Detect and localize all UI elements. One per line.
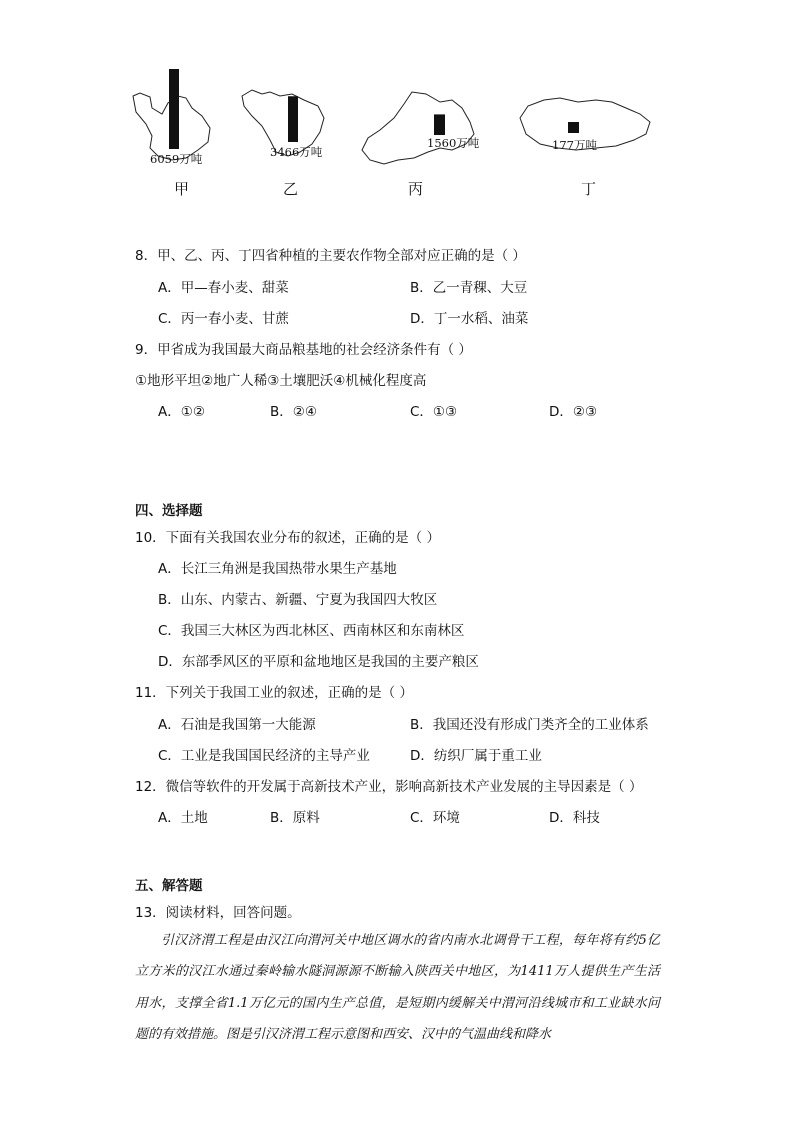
output-bar-0 [169,69,179,149]
map-label-ding: 丁 [581,180,597,198]
question-10-option-a[interactable]: A．长江三角洲是我国热带水果生产基地 [158,561,397,577]
value-label-jia: 6059万吨 [150,152,203,166]
map-label-yi: 乙 [283,180,299,198]
value-label-ding: 177万吨 [552,138,597,152]
question-9-items: ①地形平坦②地广人稀③土壤肥沃④机械化程度高 [135,373,427,389]
question-8-option-a[interactable]: A．甲—春小麦、甜菜 [158,280,289,296]
question-12-option-d[interactable]: D．科技 [549,810,600,826]
province-maps-svg [0,0,794,210]
value-label-bing: 1560万吨 [427,136,480,150]
question-12-option-b[interactable]: B．原料 [270,810,320,826]
section-heading-5: 五、解答题 [135,878,203,894]
question-12-option-a[interactable]: A．土地 [158,810,208,826]
question-9-option-c[interactable]: C．①③ [410,404,458,420]
province-outline-bing [362,92,474,164]
output-bar-3 [568,122,579,133]
question-10-stem: 10．下面有关我国农业分布的叙述，正确的是（ ） [135,530,440,546]
question-12-stem: 12．微信等软件的开发属于高新技术产业，影响高新技术产业发展的主导因素是（ ） [135,779,643,795]
question-9-option-d[interactable]: D．②③ [549,404,598,420]
question-10-option-c[interactable]: C．我国三大林区为西北林区、西南林区和东南林区 [158,623,465,639]
output-bar-1 [288,96,298,142]
question-10-option-b[interactable]: B．山东、内蒙古、新疆、宁夏为我国四大牧区 [158,592,438,608]
map-label-bing: 丙 [408,180,424,198]
map-label-jia: 甲 [174,180,190,198]
question-11-option-b[interactable]: B．我国还没有形成门类齐全的工业体系 [410,717,649,733]
question-11-option-a[interactable]: A．石油是我国第一大能源 [158,717,316,733]
question-11-stem: 11．下列关于我国工业的叙述，正确的是（ ） [135,685,413,701]
question-13-stem: 13．阅读材料，回答问题。 [135,905,301,921]
question-8-option-d[interactable]: D．丁一水稻、油菜 [410,311,529,327]
question-8-option-c[interactable]: C．丙一春小麦、甘蔗 [158,311,289,327]
question-11-option-d[interactable]: D．纺织厂属于重工业 [410,748,542,764]
province-maps [0,0,794,210]
output-bar-2 [434,114,445,135]
question-9-option-b[interactable]: B．②④ [270,404,317,420]
question-9-stem: 9．甲省成为我国最大商品粮基地的社会经济条件有（ ） [135,342,472,358]
section-heading-4: 四、选择题 [135,503,203,519]
question-8-stem: 8．甲、乙、丙、丁四省种植的主要农作物全部对应正确的是（ ） [135,248,526,264]
value-label-yi: 3466万吨 [270,145,323,159]
question-10-option-d[interactable]: D．东部季风区的平原和盆地地区是我国的主要产粮区 [158,654,479,670]
question-9-option-a[interactable]: A．①② [158,404,205,420]
question-12-option-c[interactable]: C．环境 [410,810,460,826]
question-8-option-b[interactable]: B．乙一青稞、大豆 [410,280,528,296]
question-11-option-c[interactable]: C．工业是我国国民经济的主导产业 [158,748,370,764]
question-13-passage: 引汉济渭工程是由汉江向渭河关中地区调水的省内南水北调骨干工程，每年将有约5亿立方米的汉江水通过秦岭输水隧洞源源不断输入陕西关中地区，为1411万人提供生产生活用水，支撑全省1.1万亿元的国内生产总值，是短期内缓解关中渭河沿线城市和工业缺水问题的有效措施。图是引汉济渭工程示意图和西安、汉中的气温曲线和降水 [135,933,660,1042]
